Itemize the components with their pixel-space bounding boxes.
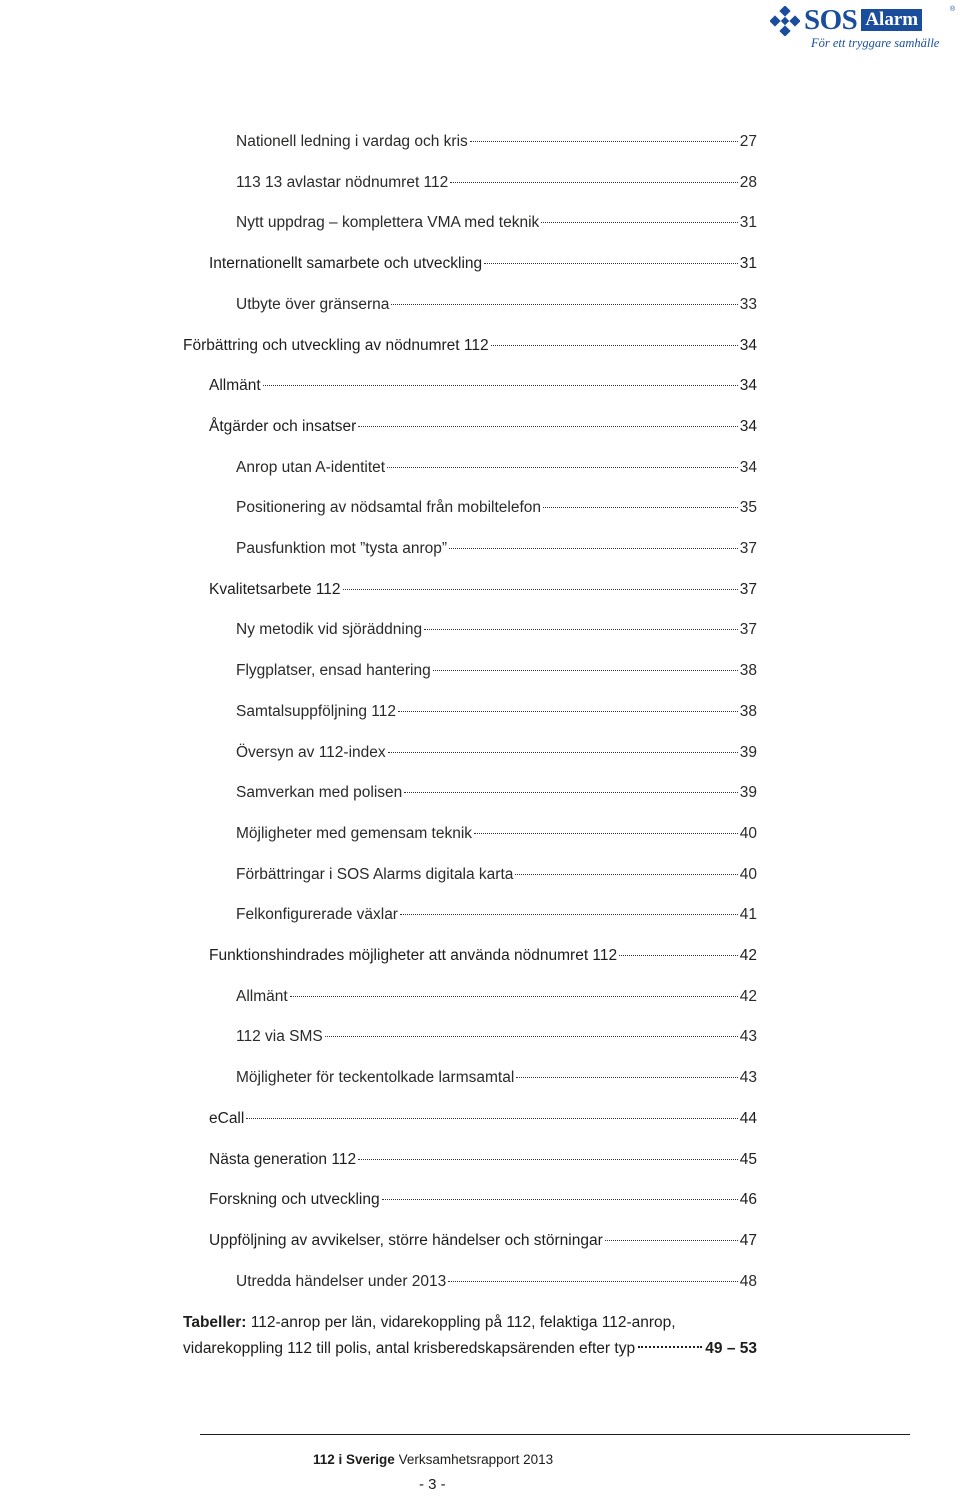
toc-leader-dots — [515, 874, 737, 875]
toc-entry-title: Anrop utan A-identitet — [236, 459, 386, 476]
toc-entry-page: 38 — [739, 662, 757, 679]
toc-entry-title: Utbyte över gränserna — [236, 296, 390, 313]
toc-entry-page: 43 — [739, 1069, 757, 1086]
toc-entry-page: 37 — [739, 621, 757, 638]
toc-entry-page: 31 — [739, 255, 757, 272]
toc-leader-dots — [325, 1036, 738, 1037]
logo-alarm-text: Alarm — [861, 9, 922, 31]
footer-rule — [200, 1434, 910, 1435]
tables-entry-lead: Tabeller: — [183, 1314, 247, 1331]
toc-entry-title: Pausfunktion mot ”tysta anrop” — [236, 540, 448, 557]
toc-entry-page: 34 — [739, 337, 757, 354]
toc-entry-page: 42 — [739, 947, 757, 964]
toc-entry-title: Nästa generation 112 — [209, 1151, 357, 1168]
toc-entry-page: 34 — [739, 418, 757, 435]
toc-leader-dots — [541, 222, 737, 223]
toc-entry[interactable] — [209, 581, 757, 605]
toc-entry-page: 35 — [739, 499, 757, 516]
toc-entry-title: 112 via SMS — [236, 1028, 323, 1045]
toc-leader-dots — [516, 1077, 737, 1078]
toc-entry[interactable] — [236, 1028, 757, 1052]
toc-entry[interactable] — [236, 988, 757, 1012]
toc-entry[interactable] — [236, 1273, 757, 1297]
toc-entry-title: Samtalsuppföljning 112 — [236, 703, 396, 720]
toc-leader-dots — [470, 141, 738, 142]
toc-entry-title: Möjligheter med gemensam teknik — [236, 825, 473, 842]
toc-entry[interactable] — [209, 377, 757, 401]
toc-leader-dots — [474, 833, 738, 834]
toc-leader-dots — [391, 304, 737, 305]
toc-entry-title: Uppföljning av avvikelser, större händelser och störningar — [209, 1232, 603, 1249]
tables-entry-line2 — [183, 1336, 757, 1362]
toc-entry[interactable] — [236, 459, 757, 483]
toc-leader-dots — [246, 1118, 737, 1119]
toc-entry-title: Nytt uppdrag – komplettera VMA med teknik — [236, 214, 540, 231]
toc-entry-title: Ny metodik vid sjöräddning — [236, 621, 423, 638]
toc-entry-title: Funktionshindrades möjligheter att använda nödnumret 112 — [209, 947, 618, 964]
footer-title-rest: Verksamhetsrapport 2013 — [394, 1452, 554, 1467]
toc-leader-dots — [433, 670, 738, 671]
toc-entry-title: Allmänt — [236, 988, 288, 1005]
toc-entry-title: Åtgärder och insatser — [209, 418, 357, 435]
toc-leader-dots — [404, 792, 737, 793]
toc-leader-dots — [263, 385, 738, 386]
logo-sos-text: SOS — [804, 4, 858, 36]
toc-entry[interactable] — [209, 947, 757, 971]
toc-entry-title: eCall — [209, 1110, 245, 1127]
toc-entry-title: Allmänt — [209, 377, 261, 394]
toc-entry-title: 113 13 avlastar nödnumret 112 — [236, 174, 449, 191]
toc-entry[interactable] — [209, 1110, 757, 1134]
toc-leader-dots — [491, 345, 738, 346]
toc-entry[interactable] — [236, 906, 757, 930]
toc-leader-dots — [424, 629, 738, 630]
toc-entry-title: Felkonfigurerade växlar — [236, 906, 398, 923]
toc-entry-title: Kvalitetsarbete 112 — [209, 581, 341, 598]
toc-entry[interactable] — [236, 825, 757, 849]
toc-leader-dots — [387, 467, 738, 468]
toc-leader-dots — [398, 711, 738, 712]
toc-entry[interactable] — [236, 174, 757, 198]
tables-entry-line2-text: vidarekoppling 112 till polis, antal krisberedskapsärenden efter typ — [183, 1340, 636, 1357]
toc-entry-title: Utredda händelser under 2013 — [236, 1273, 447, 1290]
toc-entry-page: 43 — [739, 1028, 757, 1045]
toc-leader-dots — [448, 1281, 737, 1282]
toc-entry[interactable] — [209, 1191, 757, 1215]
footer-title-bold: 112 i Sverige — [313, 1452, 395, 1467]
toc-leader-dots — [400, 914, 738, 915]
toc-entry-title: Möjligheter för teckentolkade larmsamtal — [236, 1069, 515, 1086]
toc-entry[interactable] — [209, 1232, 757, 1256]
toc-entry-page: 37 — [739, 540, 757, 557]
toc-entry-page: 34 — [739, 459, 757, 476]
toc-entry-title: Förbättring och utveckling av nödnumret 112 — [183, 337, 489, 354]
toc-leader-dots — [449, 548, 738, 549]
toc-leader-dots — [450, 182, 737, 183]
toc-entry-title: Forskning och utveckling — [209, 1191, 380, 1208]
toc-entry-title: Översyn av 112-index — [236, 744, 386, 761]
toc-entry-page: 48 — [739, 1273, 757, 1290]
toc-entry[interactable] — [183, 337, 757, 361]
toc-entry-page: 44 — [739, 1110, 757, 1127]
toc-leader-dots — [484, 263, 738, 264]
toc-leader-dots — [382, 1199, 738, 1200]
toc-entry-page: 42 — [739, 988, 757, 1005]
toc-leader-dots — [388, 752, 738, 753]
toc-entry-page: 40 — [739, 866, 757, 883]
toc-entry-page: 27 — [739, 133, 757, 150]
toc-entry[interactable] — [236, 499, 757, 523]
toc-entry-page: 39 — [739, 744, 757, 761]
toc-entry-page: 31 — [739, 214, 757, 231]
toc-entry[interactable] — [236, 621, 757, 645]
toc-entry[interactable] — [236, 133, 757, 157]
toc-entry[interactable] — [209, 255, 757, 279]
toc-entry-title: Internationellt samarbete och utveckling — [209, 255, 483, 272]
toc-entry[interactable] — [236, 540, 757, 564]
toc-entry-title: Flygplatser, ensad hantering — [236, 662, 431, 679]
toc-entry[interactable] — [209, 418, 757, 442]
toc-entry-title: Förbättringar i SOS Alarms digitala karta — [236, 866, 514, 883]
toc-entry[interactable] — [236, 784, 757, 808]
toc-entry-page: 37 — [739, 581, 757, 598]
toc-entry-page: 47 — [739, 1232, 757, 1249]
toc-entry-page: 45 — [739, 1151, 757, 1168]
tables-entry-page: 49 – 53 — [705, 1340, 757, 1357]
toc-entry[interactable] — [236, 866, 757, 890]
toc-entry-title: Samverkan med polisen — [236, 784, 403, 801]
registered-mark: ® — [950, 6, 956, 13]
toc-leader-dots — [605, 1240, 738, 1241]
logo-tagline: För ett tryggare samhälle — [811, 36, 940, 50]
toc-leader-dots — [343, 589, 738, 590]
toc-leader-dots — [358, 426, 737, 427]
toc-entry-title: Nationell ledning i vardag och kris — [236, 133, 468, 150]
toc-entry[interactable] — [236, 662, 757, 686]
toc-entry-page: 28 — [739, 174, 757, 191]
toc-entry-page: 34 — [739, 377, 757, 394]
toc-entry-page: 40 — [739, 825, 757, 842]
toc-entry-title: Positionering av nödsamtal från mobiltelefon — [236, 499, 542, 516]
toc-entry[interactable] — [236, 1069, 757, 1093]
toc-entry-page: 39 — [739, 784, 757, 801]
toc-leader-dots — [290, 996, 738, 997]
toc-entry-tables[interactable] — [183, 1310, 757, 1362]
toc-leader-dots — [358, 1159, 738, 1160]
toc-leader-dots — [619, 955, 738, 956]
toc-entry[interactable] — [236, 703, 757, 727]
tables-entry-line1-text: 112-anrop per län, vidarekoppling på 112, felaktiga 112-anrop, — [246, 1314, 676, 1331]
toc-entry-page: 46 — [739, 1191, 757, 1208]
toc-entry[interactable] — [236, 214, 757, 238]
toc-entry[interactable] — [209, 1151, 757, 1175]
toc-leader-dots — [638, 1346, 702, 1348]
footer-publication-title — [313, 1452, 553, 1467]
page-number: - 3 - — [419, 1476, 446, 1493]
toc-entry-page: 38 — [739, 703, 757, 720]
toc-entry-page: 33 — [739, 296, 757, 313]
tables-entry-line1 — [183, 1310, 757, 1336]
toc-entry-page: 41 — [739, 906, 757, 923]
toc-entry[interactable] — [236, 296, 757, 320]
toc-leader-dots — [543, 507, 738, 508]
toc-entry[interactable] — [236, 744, 757, 768]
